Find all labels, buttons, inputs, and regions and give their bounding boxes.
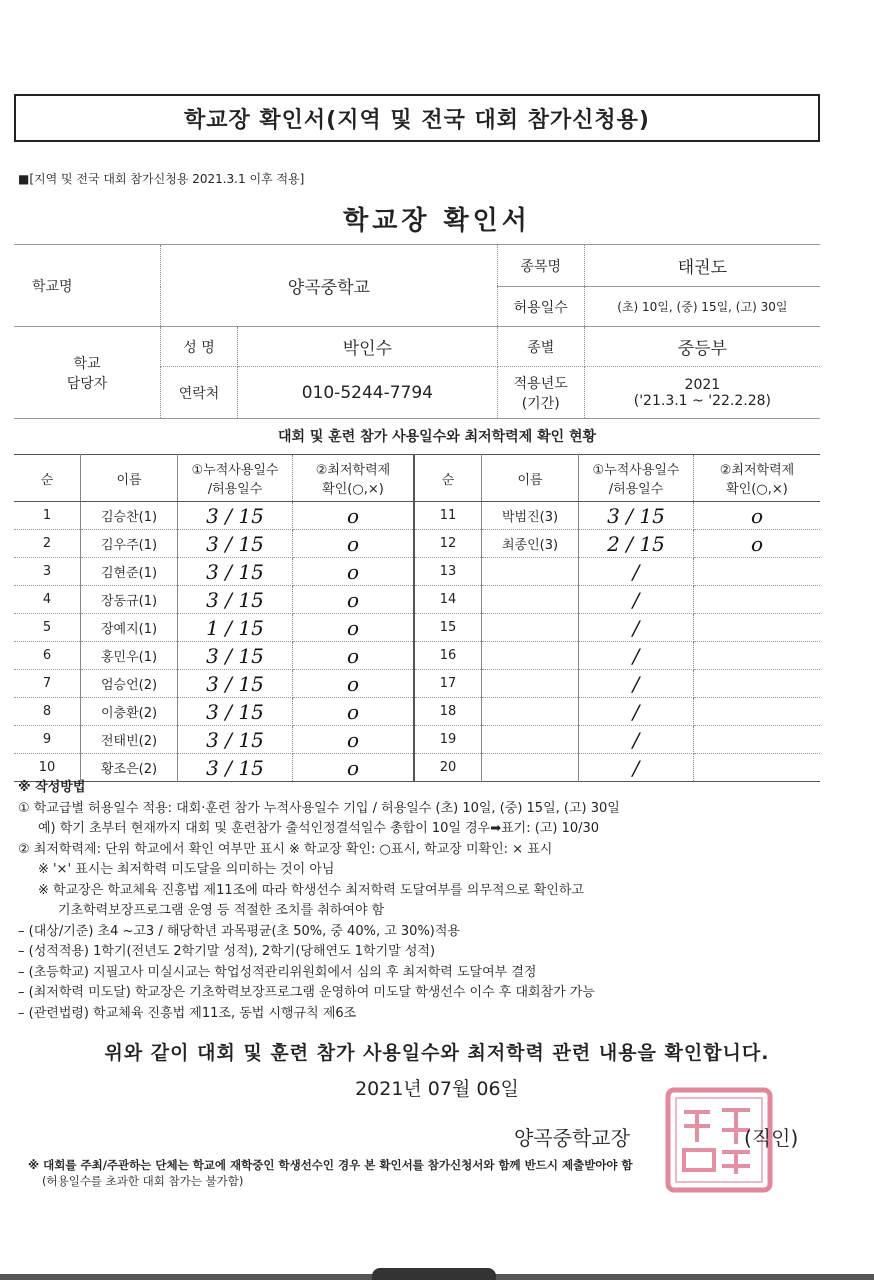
sport-value: 태권도 (584, 245, 820, 287)
name-label: 성 명 (161, 327, 238, 367)
right-days: / (579, 558, 694, 586)
days-value: (초) 10일, (중) 15일, (고) 30일 (584, 287, 820, 327)
table-row (14, 726, 820, 754)
right-check (694, 642, 821, 670)
left-name: 이충환(2) (81, 698, 178, 726)
year-value (584, 367, 820, 419)
seal-label: (직인) (744, 1126, 799, 1150)
right-name (482, 726, 579, 754)
left-name: 김현준(1) (81, 558, 178, 586)
left-check: o (293, 754, 415, 782)
right-check (694, 558, 821, 586)
header-title: 학교장 확인서(지역 및 전국 대회 참가신청용) (14, 94, 820, 142)
right-no: 13 (414, 558, 482, 586)
header-days-left-line-1: ①누적사용일수 (191, 463, 279, 478)
left-check: o (293, 502, 415, 530)
header-days-right (579, 455, 694, 502)
right-name (482, 642, 579, 670)
right-check (694, 726, 821, 754)
right-no: 18 (414, 698, 482, 726)
class-value: 중등부 (584, 327, 820, 367)
left-no: 8 (14, 698, 81, 726)
left-no: 10 (14, 754, 81, 782)
right-name (482, 586, 579, 614)
table-row (14, 530, 820, 558)
right-check (694, 670, 821, 698)
left-name: 홍민우(1) (81, 642, 178, 670)
issue-date: 2021년 07월 06일 (355, 1078, 519, 1100)
left-check: o (293, 530, 415, 558)
school-value: 양곡중학교 (161, 245, 498, 327)
contact-value: 010-5244-7794 (238, 367, 498, 419)
left-no: 4 (14, 586, 81, 614)
instruction-line: ① 학교급별 허용일수 적용: 대회·훈련 참가 누적사용일수 기입 / 허용일수 (초) 10일, (중) 15일, (고) 30일 (18, 800, 620, 816)
right-no: 11 (414, 502, 482, 530)
year-value-line-2: ('21.3.1 ~ '22.2.28) (633, 392, 771, 409)
right-no: 16 (414, 642, 482, 670)
instruction-line: – (초등학교) 지필고사 미실시교는 학업성적관리위원회에서 심의 후 최저학력 도달여부 결정 (18, 964, 537, 980)
instruction-line: 기초학력보장프로그램 운영 등 적절한 조치를 취하여야 함 (58, 903, 385, 918)
instruction-line: ② 최저학력제: 단위 학교에서 확인 여부만 표시 ※ 학교장 확인: ○표시, 학교장 미확인: × 표시 (18, 841, 553, 857)
left-days: 3 / 15 (178, 558, 293, 586)
instruction-line: ※ '×' 표시는 최저학력 미도달을 의미하는 것이 아님 (38, 862, 335, 877)
right-check (694, 614, 821, 642)
left-name: 김우주(1) (81, 530, 178, 558)
right-name (482, 614, 579, 642)
left-no: 5 (14, 614, 81, 642)
left-days: 3 / 15 (178, 698, 293, 726)
right-no: 14 (414, 586, 482, 614)
right-name (482, 698, 579, 726)
right-days: / (579, 726, 694, 754)
usage-table (14, 454, 820, 782)
left-no: 2 (14, 530, 81, 558)
name-value: 박인수 (238, 327, 498, 367)
person-label-line-2: 담당자 (66, 375, 108, 392)
right-no: 19 (414, 726, 482, 754)
left-days: 3 / 15 (178, 726, 293, 754)
right-check: o (694, 530, 821, 558)
instructions (18, 778, 818, 1024)
header-no-right: 순 (414, 455, 482, 502)
table-row (14, 558, 820, 586)
subnote: ■[지역 및 전국 대회 참가신청용 2021.3.1 이후 적용] (18, 172, 305, 186)
table-row (14, 586, 820, 614)
year-label (497, 367, 584, 419)
right-name: 박범진(3) (482, 502, 579, 530)
header-check-right (694, 455, 821, 502)
right-check (694, 586, 821, 614)
header-check-left (293, 455, 415, 502)
confirmation-statement: 위와 같이 대회 및 훈련 참가 사용일수와 최저학력 관련 내용을 확인합니다. (104, 1042, 770, 1064)
header-name-right: 이름 (482, 455, 579, 502)
principal-signer: 양곡중학교장 (514, 1126, 630, 1150)
left-no: 1 (14, 502, 81, 530)
left-days: 1 / 15 (178, 614, 293, 642)
instruction-line: 예) 학기 초부터 현재까지 대회 및 훈련참가 출석인정결석일수 총합이 10일 경우➡표기: (고) 10/30 (38, 821, 600, 836)
right-days: 3 / 15 (579, 502, 694, 530)
left-days: 3 / 15 (178, 754, 293, 782)
left-name: 장동규(1) (81, 586, 178, 614)
header-check-right-line-2: 확인(○,×) (726, 482, 788, 497)
left-name: 전태빈(2) (81, 726, 178, 754)
header-days-left-line-2: /허용일수 (207, 482, 263, 497)
left-no: 6 (14, 642, 81, 670)
header-no-left: 순 (14, 455, 81, 502)
right-check: o (694, 502, 821, 530)
section-title: 대회 및 훈련 참가 사용일수와 최저학력제 확인 현황 (277, 429, 597, 445)
left-check: o (293, 586, 415, 614)
right-days: / (579, 754, 694, 782)
class-label: 종별 (497, 327, 584, 367)
left-days: 3 / 15 (178, 670, 293, 698)
school-label: 학교명 (14, 245, 161, 327)
left-check: o (293, 698, 415, 726)
instructions-heading: ※ 작성방법 (18, 780, 86, 795)
year-label-line-1: 적용년도 (513, 375, 568, 392)
right-no: 15 (414, 614, 482, 642)
footer-line-2: (허용일수를 초과한 대회 참가는 불가함) (42, 1174, 244, 1188)
right-name (482, 670, 579, 698)
left-name: 황조은(2) (81, 754, 178, 782)
left-name: 장예지(1) (81, 614, 178, 642)
footer-line-1: ※ 대회를 주최/주관하는 단체는 학교에 재학중인 학생선수인 경우 본 확인서를 참가신청서와 함께 반드시 제출받아야 함 (28, 1158, 633, 1172)
days-label: 허용일수 (497, 287, 584, 327)
header-check-right-line-1: ②최저학력제 (719, 463, 795, 478)
left-no: 3 (14, 558, 81, 586)
instruction-line: – (최저학력 미도달) 학교장은 기초학력보장프로그램 운영하여 미도달 학생선수 이수 후 대회참가 가능 (18, 985, 595, 1000)
left-check: o (293, 670, 415, 698)
header-name-left: 이름 (81, 455, 178, 502)
instruction-line: ※ 학교장은 학교체육 진흥법 제11조에 따라 학생선수 최저학력 도달여부를 의무적으로 확인하고 (38, 882, 584, 898)
left-name: 김승찬(1) (81, 502, 178, 530)
header-days-right-line-1: ①누적사용일수 (592, 463, 680, 478)
left-check: o (293, 726, 415, 754)
left-days: 3 / 15 (178, 642, 293, 670)
person-label (14, 327, 161, 419)
year-value-line-1: 2021 (684, 376, 721, 393)
left-days: 3 / 15 (178, 586, 293, 614)
left-days: 3 / 15 (178, 502, 293, 530)
header-days-right-line-2: /허용일수 (608, 482, 664, 497)
right-no: 20 (414, 754, 482, 782)
table-header-row (14, 455, 820, 502)
left-no: 9 (14, 726, 81, 754)
right-name (482, 558, 579, 586)
table-row (14, 614, 820, 642)
table-row (14, 670, 820, 698)
table-row (14, 642, 820, 670)
year-label-line-2: (기간) (521, 395, 560, 412)
instruction-line: – (대상/기준) 초4 ~고3 / 해당학년 과목평균(초 50%, 중 40%, 고 30%)적용 (18, 923, 460, 939)
header-days-left (178, 455, 293, 502)
contact-label: 연락처 (161, 367, 238, 419)
right-days: / (579, 698, 694, 726)
right-days: 2 / 15 (579, 530, 694, 558)
right-check (694, 698, 821, 726)
right-days: / (579, 614, 694, 642)
left-days: 3 / 15 (178, 530, 293, 558)
right-no: 12 (414, 530, 482, 558)
person-label-line-1: 학교 (73, 355, 101, 372)
right-days: / (579, 642, 694, 670)
right-name: 최종인(3) (482, 530, 579, 558)
left-no: 7 (14, 670, 81, 698)
right-no: 17 (414, 670, 482, 698)
left-check: o (293, 642, 415, 670)
table-row (14, 698, 820, 726)
footer-note (28, 1157, 828, 1189)
left-check: o (293, 558, 415, 586)
home-indicator[interactable] (372, 1268, 496, 1280)
left-name: 엄승언(2) (81, 670, 178, 698)
header-check-left-line-1: ②최저학력제 (315, 463, 391, 478)
table-row (14, 502, 820, 530)
header-check-left-line-2: 확인(○,×) (322, 482, 384, 497)
sport-label: 종목명 (497, 245, 584, 287)
info-table (14, 244, 820, 419)
instruction-line: – (성적적용) 1학기(전년도 2학기말 성적), 2학기(당해연도 1학기말 성적) (18, 944, 436, 959)
doc-title: 학교장 확인서 (343, 206, 531, 236)
right-days: / (579, 670, 694, 698)
left-check: o (293, 614, 415, 642)
instruction-line: – (관련법령) 학교체육 진흥법 제11조, 동법 시행규칙 제6조 (18, 1005, 357, 1021)
right-days: / (579, 586, 694, 614)
